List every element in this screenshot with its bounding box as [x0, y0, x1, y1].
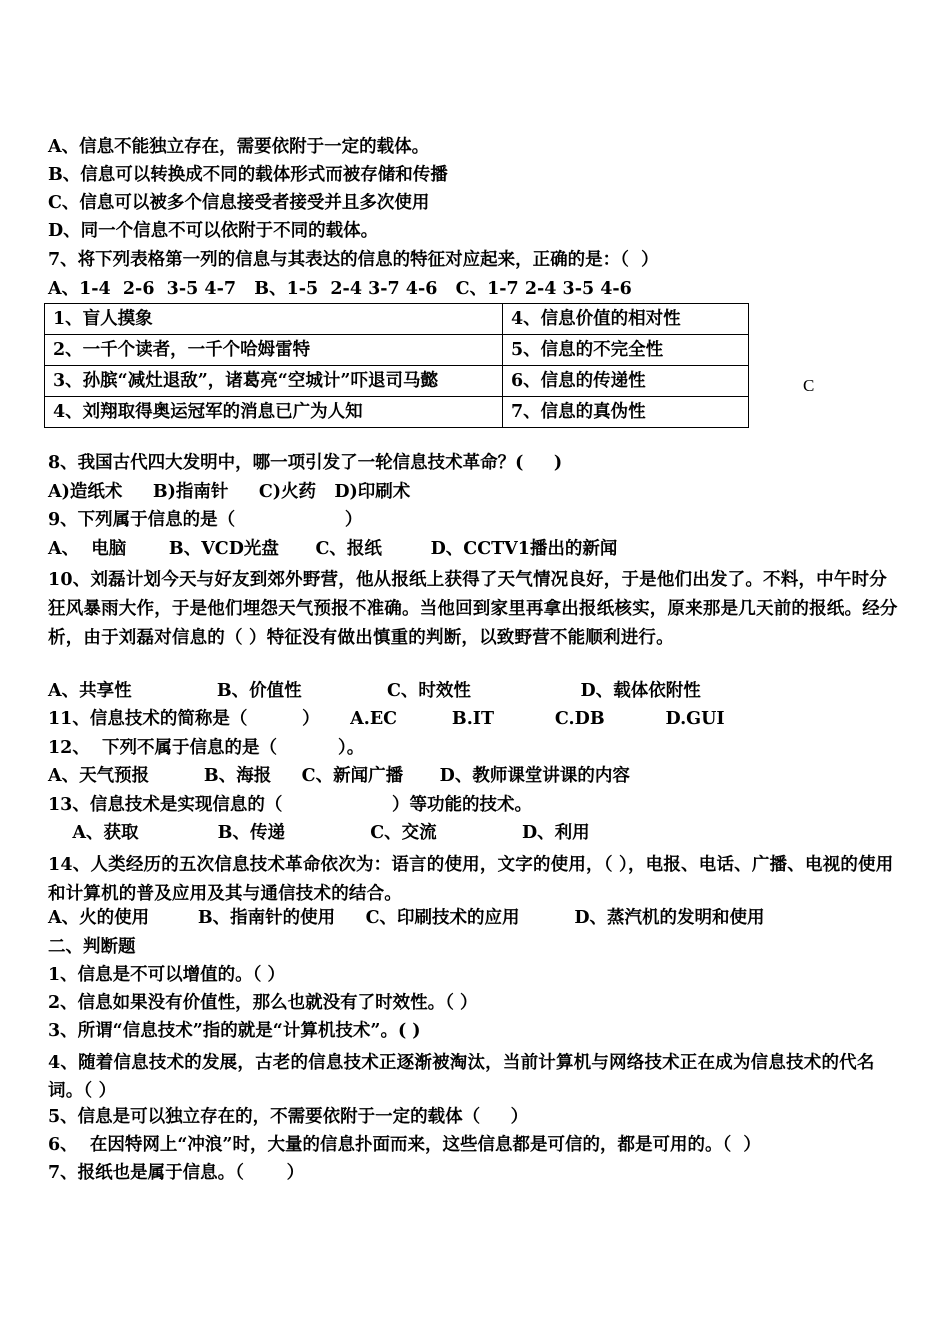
table-row	[45, 366, 749, 397]
question-8-options: A)造纸术 B)指南针 C)火药 D)印刷术	[48, 482, 411, 502]
table-cell: 4、刘翔取得奥运冠军的消息已广为人知	[45, 397, 503, 428]
question-7: 7、将下列表格第一列的信息与其表达的信息的特征对应起来，正确的是：（ ）	[48, 250, 659, 270]
question-7-options: A、1-4 2-6 3-5 4-7 B、1-5 2-4 3-7 4-6 C、1-7 2-4 3-5 4-6	[48, 279, 632, 299]
question-14: 14、人类经历的五次信息技术革命依次为：语言的使用，文字的使用，（ ），电报、电话、广播、电视的使用和计算机的普及应用及其与通信技术的结合。	[48, 855, 894, 904]
question-12-options: A、天气预报 B、海报 C、新闻广播 D、教师课堂讲课的内容	[48, 766, 630, 786]
question-12: 12、 下列不属于信息的是（ ）。	[48, 738, 365, 758]
line-a0: A、信息不能独立存在，需要依附于一定的载体。	[48, 137, 430, 157]
table-row	[45, 335, 749, 366]
matching-table	[44, 303, 749, 428]
table-cell: 7、信息的真伪性	[503, 397, 749, 428]
question-14-options: A、火的使用 B、指南针的使用 C、印刷技术的应用 D、蒸汽机的发明和使用	[48, 908, 765, 928]
table-cell: 1、盲人摸象	[45, 304, 503, 335]
table-cell: 6、信息的传递性	[503, 366, 749, 397]
table-cell: 3、孙膑“减灶退敌”，诸葛亮“空城计”吓退司马懿	[45, 366, 503, 397]
line-a1: B、信息可以转换成不同的载体形式而被存储和传播	[48, 165, 448, 185]
question-9-options: A、 电脑 B、VCD光盘 C、报纸 D、CCTV1播出的新闻	[48, 539, 618, 559]
table-cell: 4、信息价值的相对性	[503, 304, 749, 335]
question-13-options: A、获取 B、传递 C、交流 D、利用	[48, 823, 590, 843]
section-heading: 二、判断题	[48, 937, 136, 957]
table-cell: 2、一千个读者，一千个哈姆雷特	[45, 335, 503, 366]
table-cell: 5、信息的不完全性	[503, 335, 749, 366]
judge-6: 6、 在因特网上“冲浪”时，大量的信息扑面而来，这些信息都是可信的，都是可用的。（ ）	[48, 1135, 761, 1155]
judge-4: 4、随着信息技术的发展，古老的信息技术正逐渐被淘汰，当前计算机与网络技术正在成为信息技术的代名词。（ ）	[48, 1053, 875, 1101]
question-10-options: A、共享性 B、价值性 C、时效性 D、载体依附性	[48, 681, 701, 701]
judge-7: 7、报纸也是属于信息。（ ）	[48, 1163, 305, 1183]
question-9: 9、下列属于信息的是（ ）	[48, 510, 363, 530]
judge-2: 2、信息如果没有价值性，那么也就没有了时效性。（ ）	[48, 993, 478, 1013]
question-11: 11、信息技术的简称是（ ） A.EC B.IT C.DB D.GUI	[48, 709, 725, 729]
table-row	[45, 304, 749, 335]
table-row	[45, 397, 749, 428]
line-a2: C、信息可以被多个信息接受者接受并且多次使用	[48, 193, 430, 213]
question-10: 10、刘磊计划今天与好友到郊外野营，他从报纸上获得了天气情况良好，于是他们出发了。不料，中午时分狂风暴雨大作，于是他们埋怨天气预报不准确。当他回到家里再拿出报纸核实，原来那是几天前的报纸。经分析，由于刘磊对信息的（ ）特征没有做出慎重的判断，以致野营不能顺利进行。	[48, 570, 898, 648]
judge-5: 5、信息是可以独立存在的，不需要依附于一定的载体（ ）	[48, 1107, 529, 1127]
judge-1: 1、信息是不可以增值的。（ ）	[48, 965, 286, 985]
side-answer: C	[803, 376, 815, 395]
line-a3: D、同一个信息不可以依附于不同的载体。	[48, 221, 379, 241]
question-8: 8、我国古代四大发明中，哪一项引发了一轮信息技术革命？( )	[48, 453, 563, 473]
question-13: 13、信息技术是实现信息的（ ）等功能的技术。	[48, 795, 533, 815]
judge-3: 3、所谓“信息技术”指的就是“计算机技术”。( )	[48, 1021, 421, 1041]
